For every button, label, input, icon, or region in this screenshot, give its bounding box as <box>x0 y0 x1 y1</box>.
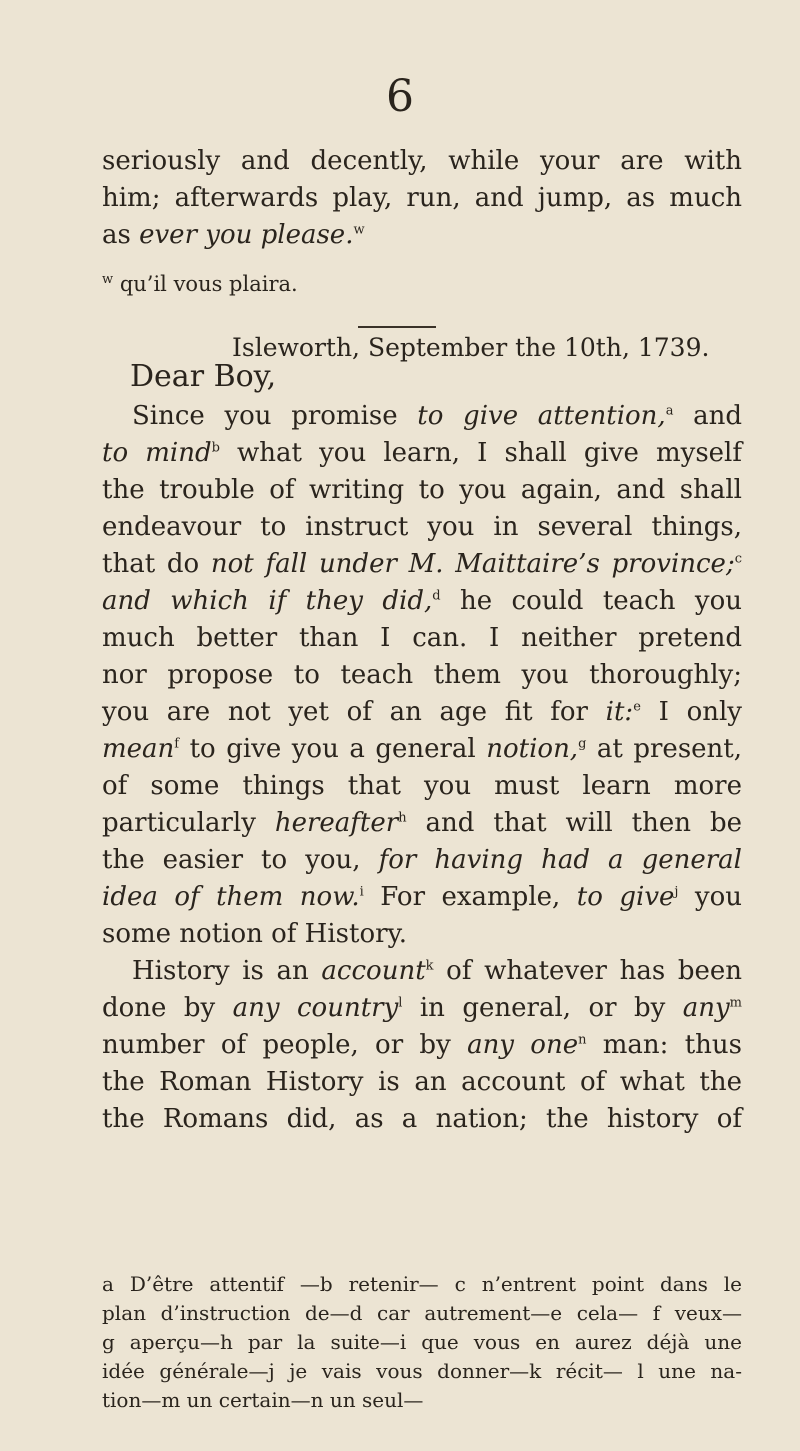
text-line: you are not yet of an age fit for it:$^e$ I only <box>102 697 742 727</box>
translation-notes <box>102 1270 742 1415</box>
text-line: some notion of History. <box>102 919 408 949</box>
page-number: 6 <box>386 71 414 122</box>
text-line: mean$^f$ to give you a general notion,$^g$ at present, <box>102 734 743 764</box>
text-line: seriously and decently, while your are with <box>102 146 742 176</box>
note-line: tion—m un certain—n un seul— <box>102 1388 424 1412</box>
text-line: the easier to you, for having had a general <box>102 845 742 875</box>
text-line: nor propose to teach them you thoroughly; <box>102 660 742 690</box>
letter-body <box>102 398 742 1138</box>
letter-salutation: Dear Boy, <box>130 359 277 394</box>
text-line: particularly hereafter$^h$ and that will then be <box>102 808 742 838</box>
text-line: the trouble of writing to you again, and shall <box>102 475 742 505</box>
note-line: idée générale—j je vais vous donner—k récit— l une na- <box>102 1359 742 1383</box>
note-line: g aperçu—h par la suite—i que vous en aurez déjà une <box>102 1330 742 1354</box>
text-line: Since you promise to give attention,$^a$ and <box>132 401 743 431</box>
text-line: him; afterwards play, run, and jump, as much <box>102 183 742 213</box>
text-line: to mind$^b$ what you learn, I shall give myself <box>102 438 742 468</box>
text-line: number of people, or by any one$^n$ man: thus <box>102 1030 742 1060</box>
text-line: as ever you please.$^w$ <box>102 220 365 250</box>
letter-dateline: Isleworth, September the 10th, 1739. <box>232 333 710 362</box>
text-line: done by any country$^l$ in general, or by any$^m$ <box>102 993 742 1023</box>
text-line: that do not fall under M. Maittaire’s province;$^c$ <box>102 549 742 579</box>
footnote-w: $^w$ qu’il vous plaira. <box>102 272 298 296</box>
text-line: idea of them now.$^i$ For example, to give$^j$ you <box>102 882 743 912</box>
text-line: and which if they did,$^d$ he could teach you <box>102 586 742 616</box>
text-line: endeavour to instruct you in several things, <box>102 512 742 542</box>
note-line: a D’être attentif —b retenir— c n’entrent point dans le <box>102 1272 742 1296</box>
text-line: much better than I can. I neither pretend <box>102 623 742 653</box>
text-line: of some things that you must learn more <box>102 771 742 801</box>
note-line: plan d’instruction de—d car autrement—e cela— f veux— <box>102 1301 742 1325</box>
text-line: History is an account$^k$ of whatever has been <box>132 956 743 986</box>
text-line: the Roman History is an account of what the <box>102 1067 742 1097</box>
continuation-paragraph <box>102 143 742 254</box>
text-line: the Romans did, as a nation; the history of <box>102 1104 742 1134</box>
